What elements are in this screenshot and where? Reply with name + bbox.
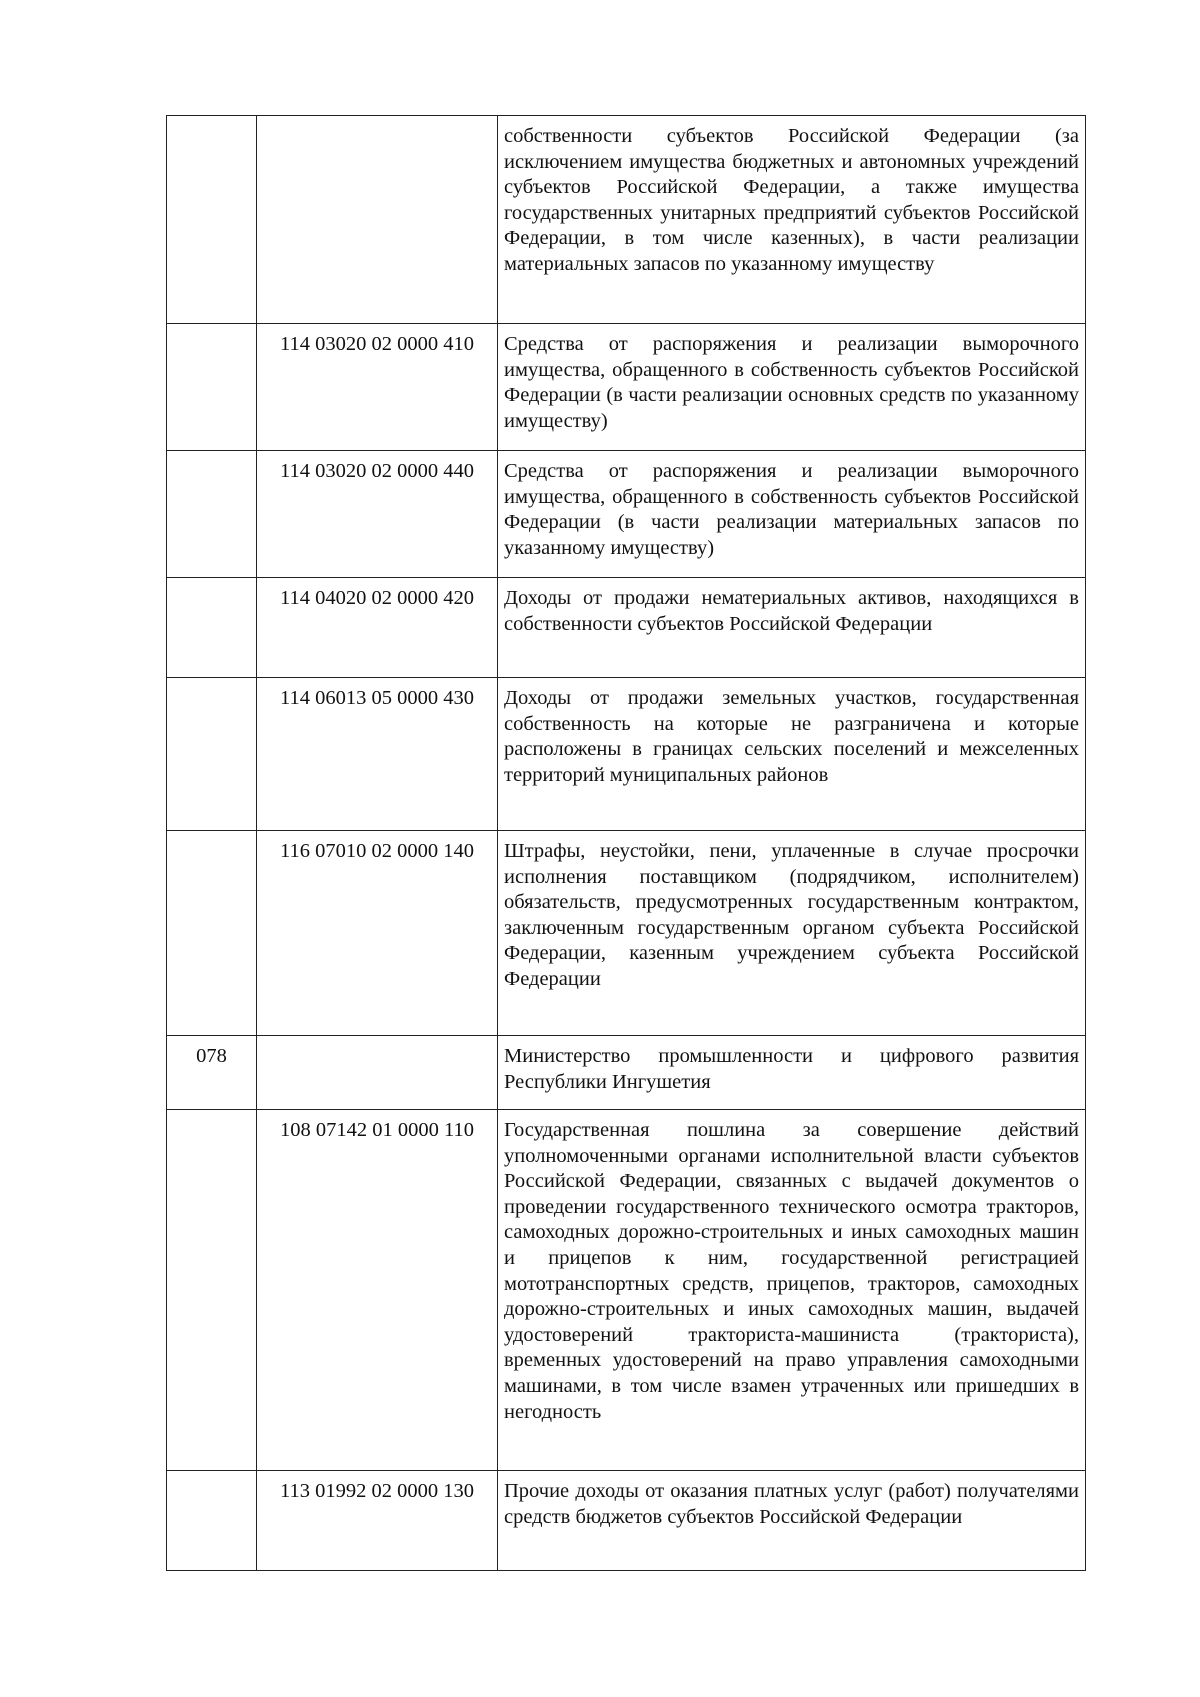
revenue-name: Средства от распоряжения и реализации выморочного имущества, обращенного в собственность субъектов Российской Федерации (в части реализации основных средств по указанному имуществу): [504, 333, 1079, 432]
table-row: [167, 1110, 1086, 1471]
revenue-name-cell: [498, 678, 1086, 831]
revenue-code-cell: [257, 451, 498, 578]
revenue-name: Прочие доходы от оказания платных услуг (работ) получателями средств бюджетов субъектов Российской Федерации: [504, 1480, 1079, 1528]
revenue-code: 108 07142 01 0000 110: [280, 1119, 474, 1141]
revenue-code-cell: [257, 1110, 498, 1471]
admin-code-cell: [167, 578, 257, 678]
revenue-name-cell: [498, 1110, 1086, 1471]
admin-code-cell: [167, 324, 257, 451]
admin-code-cell: [167, 116, 257, 324]
table-row: [167, 1036, 1086, 1110]
revenue-name-cell: [498, 578, 1086, 678]
revenue-code-cell: [257, 324, 498, 451]
revenue-name: Штрафы, неустойки, пени, уплаченные в случае просрочки исполнения поставщиком (подрядчиком, исполнителем) обязательств, предусмотренных государственным контрактом, заключенным государственным органом субъекта Российской Федерации, казенным учреждением субъекта Российской Федерации: [504, 840, 1079, 990]
revenue-name-cell: [498, 451, 1086, 578]
admin-code-cell: [167, 1110, 257, 1471]
revenue-name-cell: [498, 831, 1086, 1036]
revenue-code-cell: [257, 831, 498, 1036]
revenue-name: Государственная пошлина за совершение действий уполномоченными органами исполнительной власти субъектов Российской Федерации, связанных с выдачей документов о проведении государственного технического осмотра тракторов, самоходных дорожно-строительных и иных самоходных машин и прицепов к ним, государственной регистрацией мототранспортных средств, прицепов, тракторов, самоходных дорожно-строительных и иных самоходных машин, выдачей удостоверений тракториста-машиниста (тракториста), временных удостоверений на право управления самоходными машинами, в том числе взамен утраченных или пришедших в негодность: [504, 1119, 1079, 1423]
table-row: [167, 451, 1086, 578]
admin-code-cell: [167, 1036, 257, 1110]
revenue-name: Средства от распоряжения и реализации выморочного имущества, обращенного в собственность субъектов Российской Федерации (в части реализации материальных запасов по указанному имуществу): [504, 460, 1079, 559]
admin-code-cell: [167, 831, 257, 1036]
revenue-name-cell: [498, 116, 1086, 324]
admin-code: 078: [196, 1045, 227, 1067]
admin-code-cell: [167, 1471, 257, 1571]
revenue-name-cell: [498, 1036, 1086, 1110]
revenue-code-cell: [257, 116, 498, 324]
revenue-code: 116 07010 02 0000 140: [280, 840, 474, 862]
revenue-code-cell: [257, 578, 498, 678]
admin-code-cell: [167, 451, 257, 578]
table-row: [167, 324, 1086, 451]
table-row: [167, 1471, 1086, 1571]
revenue-code: 114 04020 02 0000 420: [280, 587, 474, 609]
table-row: [167, 831, 1086, 1036]
revenue-code: 113 01992 02 0000 130: [280, 1480, 474, 1502]
revenue-name-cell: [498, 1471, 1086, 1571]
revenue-name: Доходы от продажи нематериальных активов, находящихся в собственности субъектов Российской Федерации: [504, 587, 1079, 635]
revenue-code: 114 03020 02 0000 410: [280, 333, 474, 355]
revenue-code-cell: [257, 678, 498, 831]
table-row: [167, 578, 1086, 678]
table-row: [167, 678, 1086, 831]
admin-code-cell: [167, 678, 257, 831]
revenue-codes-table: [166, 115, 1086, 1571]
revenue-code: 114 06013 05 0000 430: [280, 687, 474, 709]
revenue-name: Доходы от продажи земельных участков, государственная собственность на которые не разграничена и которые расположены в границах сельских поселений и межселенных территорий муниципальных районов: [504, 687, 1079, 786]
revenue-code-cell: [257, 1036, 498, 1110]
revenue-code-cell: [257, 1471, 498, 1571]
table-row: [167, 116, 1086, 324]
revenue-name: собственности субъектов Российской Федерации (за исключением имущества бюджетных и автономных учреждений субъектов Российской Федерации, а также имущества государственных унитарных предприятий субъектов Российской Федерации, в том числе казенных), в части реализации материальных запасов по указанному имуществу: [504, 125, 1079, 275]
revenue-name: Министерство промышленности и цифрового развития Республики Ингушетия: [504, 1045, 1079, 1093]
revenue-code: 114 03020 02 0000 440: [280, 460, 474, 482]
revenue-name-cell: [498, 324, 1086, 451]
